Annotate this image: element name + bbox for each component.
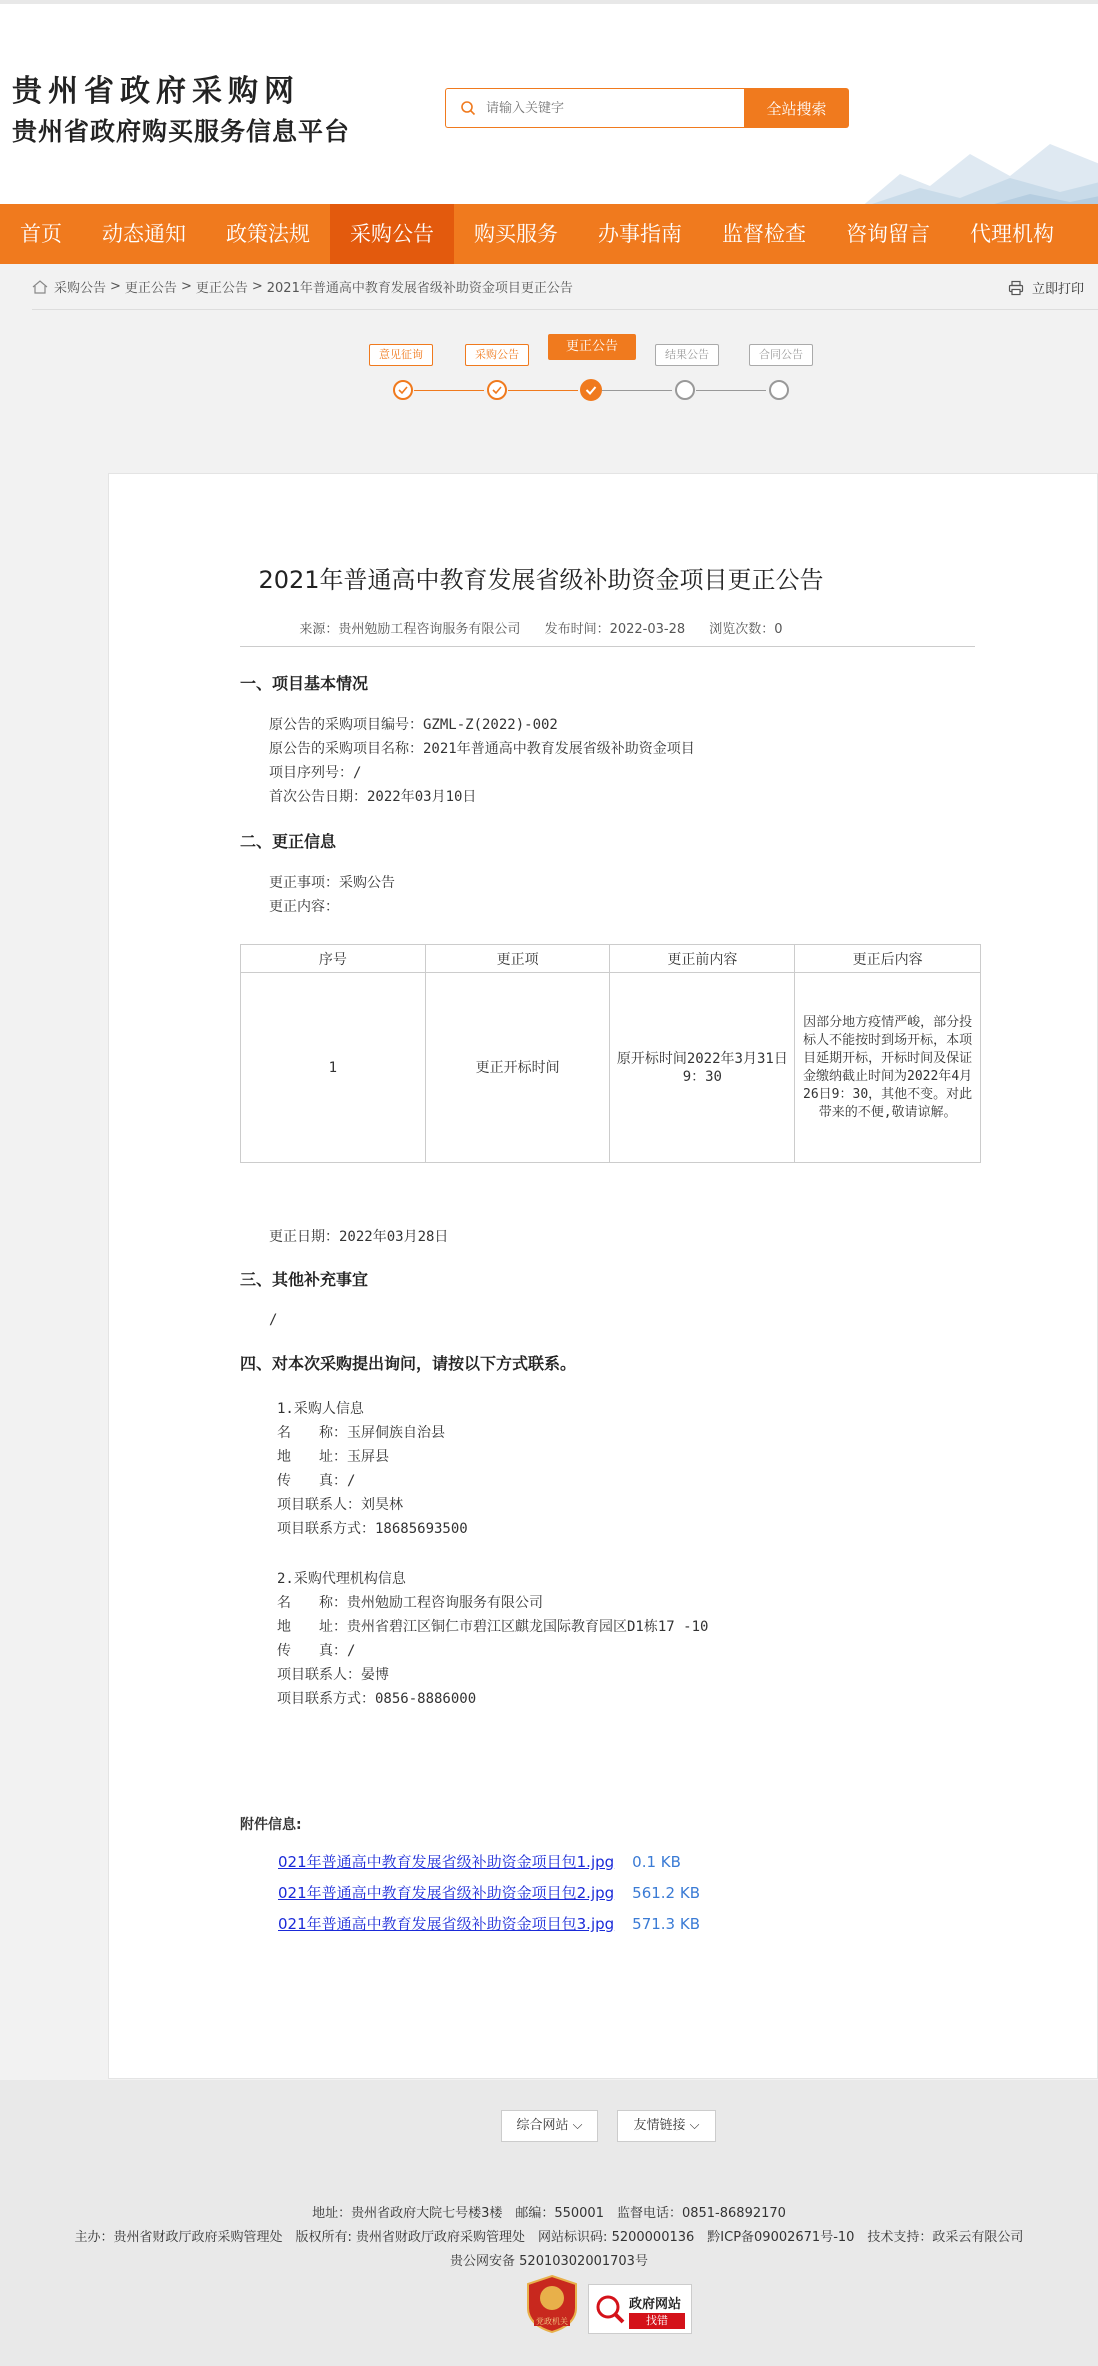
- table-cell: 因部分地方疫情严峻，部分投标人不能按时到场开标，本项目延期开标，开标时间及保证金缴纳截止时间为2022年4月26日9：30，其他不变。对此带来的不便,敬请谅解。: [795, 973, 981, 1163]
- mountain-decoration-icon: [860, 104, 1098, 204]
- table-header: 更正后内容: [795, 945, 981, 973]
- chevron-down-icon: ⌵: [689, 2118, 700, 2133]
- nav-agencies[interactable]: 代理机构: [970, 222, 1054, 246]
- section-other-title: 三、其他补充事宜: [240, 1270, 369, 1289]
- breadcrumb-item[interactable]: 更正公告: [124, 281, 177, 296]
- table-header: 更正项: [425, 945, 610, 973]
- article-meta: [109, 618, 973, 637]
- table-header-row: [241, 945, 981, 973]
- site-header: [0, 0, 1098, 204]
- site-select-dropdown[interactable]: [501, 2110, 598, 2142]
- badge2-title: 政府网站: [629, 2297, 682, 2312]
- section-contact-title: 四、对本次采购提出询问，请按以下方式联系。: [240, 1354, 577, 1373]
- agency-name: 名 称：贵州勉励工程咨询服务有限公司: [277, 1595, 543, 1611]
- step-label-result[interactable]: 结果公告: [655, 344, 719, 366]
- agency-heading: 2.采购代理机构信息: [277, 1571, 406, 1587]
- purchaser-contact: 项目联系人：刘昊林: [277, 1497, 403, 1513]
- attachment-item: [278, 1851, 681, 1872]
- correction-content-label: 更正内容：: [269, 899, 339, 915]
- nav-consult[interactable]: 咨询留言: [846, 222, 930, 246]
- step-connector: [414, 390, 484, 391]
- step-label-correction[interactable]: 更正公告: [548, 334, 636, 360]
- site-select-label: 综合网站: [516, 2118, 569, 2133]
- breadcrumb-item[interactable]: 采购公告: [54, 281, 107, 296]
- attachment-size: 561.2 KB: [632, 1884, 700, 1902]
- chevron-down-icon: ⌵: [572, 2118, 583, 2133]
- step-label-consultation[interactable]: 意见征询: [369, 344, 433, 366]
- breadcrumb: [32, 277, 573, 296]
- first-announce-date: 首次公告日期：2022年03月10日: [269, 789, 477, 805]
- site-title[interactable]: 贵州省政府采购网: [12, 74, 300, 109]
- section-basic-info-title: 一、项目基本情况: [240, 674, 369, 693]
- correction-date: 更正日期：2022年03月28日: [269, 1229, 449, 1245]
- breadcrumb-separator: >: [251, 279, 263, 294]
- step-connector: [508, 390, 578, 391]
- footer-sponsor: 主办：贵州省财政厅政府采购管理处 版权所有: 贵州省财政厅政府采购管理处 网站标识码: 5200000136 黔ICP备09002671号-10 技术支持：政采云有限公司: [74, 2230, 1024, 2245]
- purchaser-fax: 传 真：/: [277, 1473, 356, 1489]
- step-label-contract[interactable]: 合同公告: [749, 344, 813, 366]
- step-check-icon: [393, 380, 413, 400]
- article-panel: [108, 473, 1098, 2079]
- search-box[interactable]: [445, 88, 745, 128]
- purchaser-address: 地 址：玉屏县: [277, 1449, 389, 1465]
- breadcrumb-bar: [32, 264, 1098, 310]
- attachments-label: 附件信息:: [240, 1817, 302, 1833]
- article-views: 浏览次数：0: [709, 622, 783, 637]
- main-nav: [0, 204, 1098, 264]
- attachment-item: [278, 1882, 700, 1903]
- purchaser-heading: 1.采购人信息: [277, 1401, 364, 1417]
- party-emblem-icon: [526, 2274, 578, 2334]
- gov-site-error-badge[interactable]: [588, 2284, 692, 2334]
- article-title: 2021年普通高中教育发展省级补助资金项目更正公告: [258, 566, 824, 594]
- print-button[interactable]: [1008, 278, 1084, 297]
- step-pending-icon: [675, 380, 695, 400]
- agency-fax: 传 真：/: [277, 1643, 356, 1659]
- table-header: 序号: [241, 945, 426, 973]
- table-row: [241, 973, 981, 1163]
- other-matters: /: [269, 1312, 278, 1328]
- attachment-link[interactable]: 021年普通高中教育发展省级补助资金项目包3.jpg: [278, 1915, 615, 1933]
- project-serial: 项目序列号：/: [269, 765, 362, 781]
- step-current-check-icon: [580, 379, 602, 401]
- site-footer: [0, 2080, 1098, 2366]
- badge2-sub: 找错: [629, 2313, 685, 2329]
- divider: [240, 646, 975, 647]
- attachment-link[interactable]: 021年普通高中教育发展省级补助资金项目包2.jpg: [278, 1884, 615, 1902]
- site-search-button[interactable]: 全站搜索: [744, 88, 849, 128]
- project-number: 原公告的采购项目编号：GZML-Z(2022)-002: [269, 717, 558, 733]
- correction-table: [240, 944, 981, 1163]
- attachment-size: 0.1 KB: [632, 1853, 681, 1871]
- article-source: 来源：贵州勉励工程咨询服务有限公司: [299, 622, 521, 637]
- table-header: 更正前内容: [610, 945, 795, 973]
- table-cell: 更正开标时间: [425, 973, 610, 1163]
- agency-contact: 项目联系人：晏博: [277, 1667, 389, 1683]
- print-label: 立即打印: [1031, 282, 1084, 297]
- purchaser-name: 名 称：玉屏侗族自治县: [277, 1425, 445, 1441]
- step-check-icon: [487, 380, 507, 400]
- table-cell: 原开标时间2022年3月31日9：30: [610, 973, 795, 1163]
- breadcrumb-separator: >: [180, 279, 192, 294]
- search-icon: [460, 100, 476, 116]
- footer-security-record[interactable]: 贵公网安备 52010302001703号: [450, 2254, 648, 2269]
- links-select-label: 友情链接: [633, 2118, 686, 2133]
- search-input[interactable]: [486, 101, 726, 116]
- home-icon[interactable]: [32, 280, 48, 294]
- badge1-text: 党政机关: [536, 2317, 568, 2326]
- purchaser-phone: 项目联系方式：18685693500: [277, 1521, 468, 1537]
- attachment-link[interactable]: 021年普通高中教育发展省级补助资金项目包1.jpg: [278, 1853, 615, 1871]
- process-steps: [0, 330, 1098, 410]
- article-publish-time: 发布时间：2022-03-28: [544, 622, 686, 637]
- nav-policy[interactable]: 政策法规: [226, 222, 310, 246]
- step-connector: [696, 390, 766, 391]
- nav-services[interactable]: 购买服务: [474, 222, 558, 246]
- step-pending-icon: [769, 380, 789, 400]
- project-name: 原公告的采购项目名称：2021年普通高中教育发展省级补助资金项目: [269, 741, 695, 757]
- links-select-dropdown[interactable]: [617, 2110, 716, 2142]
- nav-news[interactable]: 动态通知: [102, 222, 186, 246]
- attachment-size: 571.3 KB: [632, 1915, 700, 1933]
- correction-matter: 更正事项：采购公告: [269, 875, 395, 891]
- site-subtitle: 贵州省政府购买服务信息平台: [12, 117, 351, 146]
- nav-home[interactable]: 首页: [20, 222, 62, 246]
- nav-procurement[interactable]: 采购公告: [330, 204, 454, 264]
- magnifier-icon: [595, 2294, 625, 2324]
- printer-icon: [1008, 280, 1024, 296]
- table-cell: 1: [241, 973, 426, 1163]
- breadcrumb-item[interactable]: 更正公告: [195, 281, 248, 296]
- step-connector: [602, 390, 672, 391]
- section-correction-title: 二、更正信息: [240, 832, 337, 851]
- party-government-badge[interactable]: [526, 2274, 578, 2334]
- attachment-item: [278, 1913, 700, 1934]
- footer-address: 地址：贵州省政府大院七号楼3楼 邮编：550001 监督电话：0851-86892170: [312, 2206, 786, 2221]
- nav-supervision[interactable]: 监督检查: [722, 222, 806, 246]
- breadcrumb-separator: >: [110, 279, 121, 294]
- step-label-procurement[interactable]: 采购公告: [465, 344, 529, 366]
- agency-phone: 项目联系方式：0856-8886000: [277, 1691, 477, 1707]
- nav-guide[interactable]: 办事指南: [598, 222, 682, 246]
- breadcrumb-current: 2021年普通高中教育发展省级补助资金项目更正公告: [266, 281, 573, 296]
- agency-address: 地 址：贵州省碧江区铜仁市碧江区麒龙国际教育园区D1栋17 -10: [277, 1619, 709, 1635]
